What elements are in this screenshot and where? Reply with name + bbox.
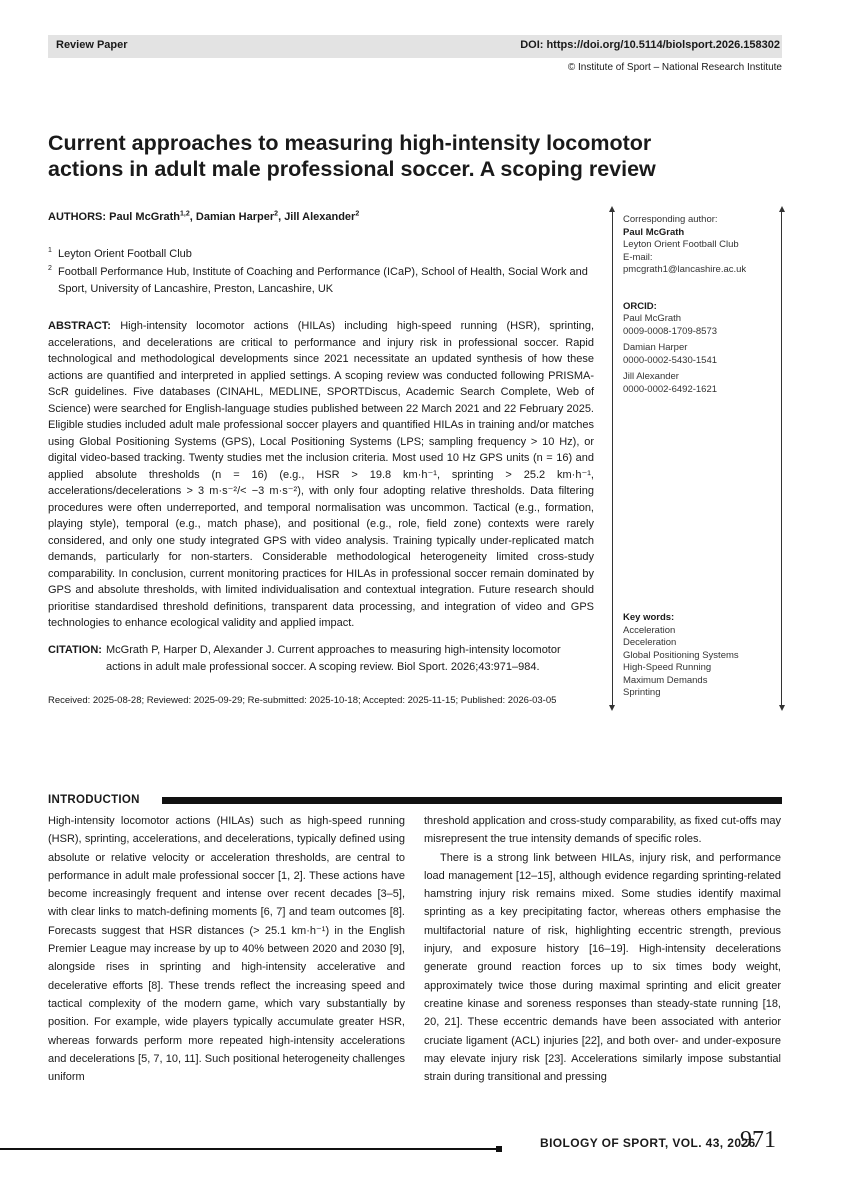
page-number: 971 [740,1127,776,1153]
author-affiliation-marker: 2 [355,210,360,218]
authors-label: AUTHORS: [48,211,107,223]
body-column-left [48,812,405,1086]
copyright-notice: © Institute of Sport – National Research Institute [567,62,782,73]
citation [48,642,594,675]
section-heading: INTRODUCTION [48,794,140,806]
doi-link[interactable]: DOI: https://doi.org/10.5114/biolsport.2026.158302 [520,39,780,51]
author-name: Damian Harper [195,211,275,223]
citation-label: CITATION: [48,644,102,656]
heading-rule [162,797,782,804]
sidebar-arrow-icon [779,206,785,212]
affiliation-number: 1 [48,247,52,254]
title-line: Current approaches to measuring high-intensity locomotor [48,131,652,155]
email-link[interactable]: pmcgrath1@lancashire.ac.uk [623,264,747,275]
abstract [48,318,594,632]
received-dates: Received: 2025-08-28; Reviewed: 2025-09-29; Re-submitted: 2025-10-18; Accepted: 2025-11-15; Published: 2026-03-05 [48,695,557,706]
corresponding-author [623,214,781,277]
affiliation-number: 2 [48,265,52,272]
orcid-name: Jill Alexander [623,371,679,382]
sidebar-arrow-icon [609,206,615,212]
orcid-entry [623,371,781,396]
abstract-text: High-intensity locomotor actions (HILAs) including high-speed running (HSR), sprinting, accelerations, and decelerations are critical to performance and injury risk in professional soccer. Rapid technological and methodological developments since 2021 necessitate an updated synthesis of how these actions are quantified and interpreted in applied settings. A scoping review was conducted following PRISMA-ScR guidelines. Five databases (CINAHL, MEDLINE, SPORTDiscus, Academic Search Complete, Web of Science) were searched for English-language studies published between 22 March 2021 and 22 February 2025. Eligible studies included adult male professional soccer players and quantified HILAs in training and/or matches using Global Positioning Systems (GPS), Local Positioning Systems (LPS; sampling frequency > 10 Hz), or digital video-based tracking. Twenty studies met the inclusion criteria. Most used 10 Hz GPS units (n = 16) and applied absolute thresholds (n = 16) (e.g., HSR > 19.8 km·h⁻¹, sprinting > 25.2 km·h⁻¹, accelerations/decelerations > 3 m·s⁻²/< −3 m·s⁻²), with only four adopting relative thresholds. Data filtering procedures were often underreported, and temporal normalisation was uncommon. Tactical (e.g., formation, playing style), temporal (e.g., match phase), and positional (e.g., role, field zone) contexts were rarely considered, and only one study integrated GPS with video analysis. Training typically under-replicated match demands, particularly for non-starters. Considerable methodological heterogeneity limited cross-study comparability. In conclusion, current monitoring practices for HILAs in professional soccer remain dominated by GPS and absolute thresholds, with limited individualisation and contextual integration. Future research should prioritise standardised threshold definitions, transparent data processing, and integration of video and GPS technologies to enhance ecological validity and applied impact. [48,320,594,629]
affiliation-text: Football Performance Hub, Institute of Coaching and Performance (ICaP), School of Health, Social Work and Sport, University of Lancashire, Preston, Lancashire, UK [58,266,588,295]
keyword: Sprinting [623,687,661,698]
author-list: AUTHORS: Paul McGrath$^{1,2}$, Damian Harper$^2$, Jill Alexander$^2$ [48,210,360,223]
orcid-entry [623,313,781,338]
corr-org: Leyton Orient Football Club [623,239,739,250]
journal-name: BIOLOGY OF SPORT, VOL. 43, 2026 [540,1136,756,1150]
article-title [48,130,748,182]
affiliation-item [48,264,608,298]
header-bar [48,35,782,58]
keyword: Global Positioning Systems [623,649,739,661]
keyword: Deceleration [623,637,677,648]
keywords-label: Key words: [623,612,675,623]
orcid-id[interactable]: 0000-0002-5430-1541 [623,354,718,366]
orcid-name: Paul McGrath [623,313,682,324]
section-label: Review Paper [56,39,128,51]
paragraph: High-intensity locomotor actions (HILAs) such as high-speed running (HSR), sprinting, accelerations, and decelerations, typically defined using absolute or relative velocity or acceleration thresholds, are central to performance in adult male professional soccer [1, 2]. These actions have become increasingly frequent and intense over recent decades [3–5], with clear links to match-defining moments [6, 7] and team outcomes [8]. Forecasts suggest that HSR distances (> 25.1 km·h⁻¹) in the English Premier League may increase by up to 40% between 2020 and 2030 [9], alongside rises in sprinting and high-intensity accelerative and decelerative efforts [8]. These trends reflect the increasing speed and tactical complexity of the modern game, which vary substantially by position. For example, wide players typically accumulate greater HSR, whereas forwards perform more repeated high-intensity accelerations and decelerations [5, 7, 10, 11]. Such positional heterogeneity challenges uniform [48,815,405,1084]
citation-text: McGrath P, Harper D, Alexander J. Current approaches to measuring high-intensity locomotor actions in adult male professional soccer. A scoping review. Biol Sport. 2026;43:971–984. [105,644,561,673]
paragraph: There is a strong link between HILAs, injury risk, and performance load management [12–15], although evidence regarding sprinting-related hamstring injury risk remains mixed. Some studies identify maximal sprinting as a key precipitating factor, whereas others emphasise the multifactorial nature of risk, highlighting eccentric strength, previous injury, and exposure history [16–19]. High-intensity decelerations generate ground reaction forces up to six times body weight, approximately twice those during maximal sprinting and elicit greater creatine kinase and soreness responses than steady-state running [18, 20, 21]. These eccentric demands have been associated with anterior cruciate ligament (ACL) injuries [22], and both over- and under-exposure may elevate injury risk [23]. Accelerations similarly impose substantial strain during transitional and pressing [424,851,781,1084]
author-name: Jill Alexander [284,211,356,223]
sidebar-info [612,212,782,705]
paragraph: threshold application and cross-study comparability, as fixed cut-offs may misrepresent the true intensity demands of specific roles. [424,815,781,846]
orcid-id[interactable]: 0009-0008-1709-8573 [623,325,718,337]
sidebar-arrow-icon [609,705,615,711]
orcid-entry [623,342,781,367]
affiliation-item [48,246,608,263]
email-label: E-mail: [623,251,653,263]
author-affiliation-marker: 1,2 [180,210,190,218]
orcid-name: Damian Harper [623,342,688,353]
orcid-id[interactable]: 0000-0002-6492-1621 [623,383,718,395]
footer-marker [496,1146,502,1152]
body-column-right [424,812,781,1086]
affiliation-text: Leyton Orient Football Club [58,248,192,260]
keyword: Acceleration [623,624,676,636]
author-name: Paul McGrath [109,211,181,223]
keyword: High-Speed Running [623,662,712,673]
title-line: actions in adult male professional soccer. A scoping review [48,157,656,181]
corr-name: Paul McGrath [623,226,685,238]
corr-label: Corresponding author: [623,214,718,225]
orcid-label: ORCID: [623,300,657,312]
orcid-section [623,301,781,397]
keywords [623,612,781,700]
keyword: Maximum Demands [623,674,708,686]
sidebar-arrow-icon [779,705,785,711]
affiliations [48,246,608,298]
author-affiliation-marker: 2 [274,210,279,218]
abstract-label: ABSTRACT: [48,320,111,332]
footer-rule [0,1148,500,1150]
